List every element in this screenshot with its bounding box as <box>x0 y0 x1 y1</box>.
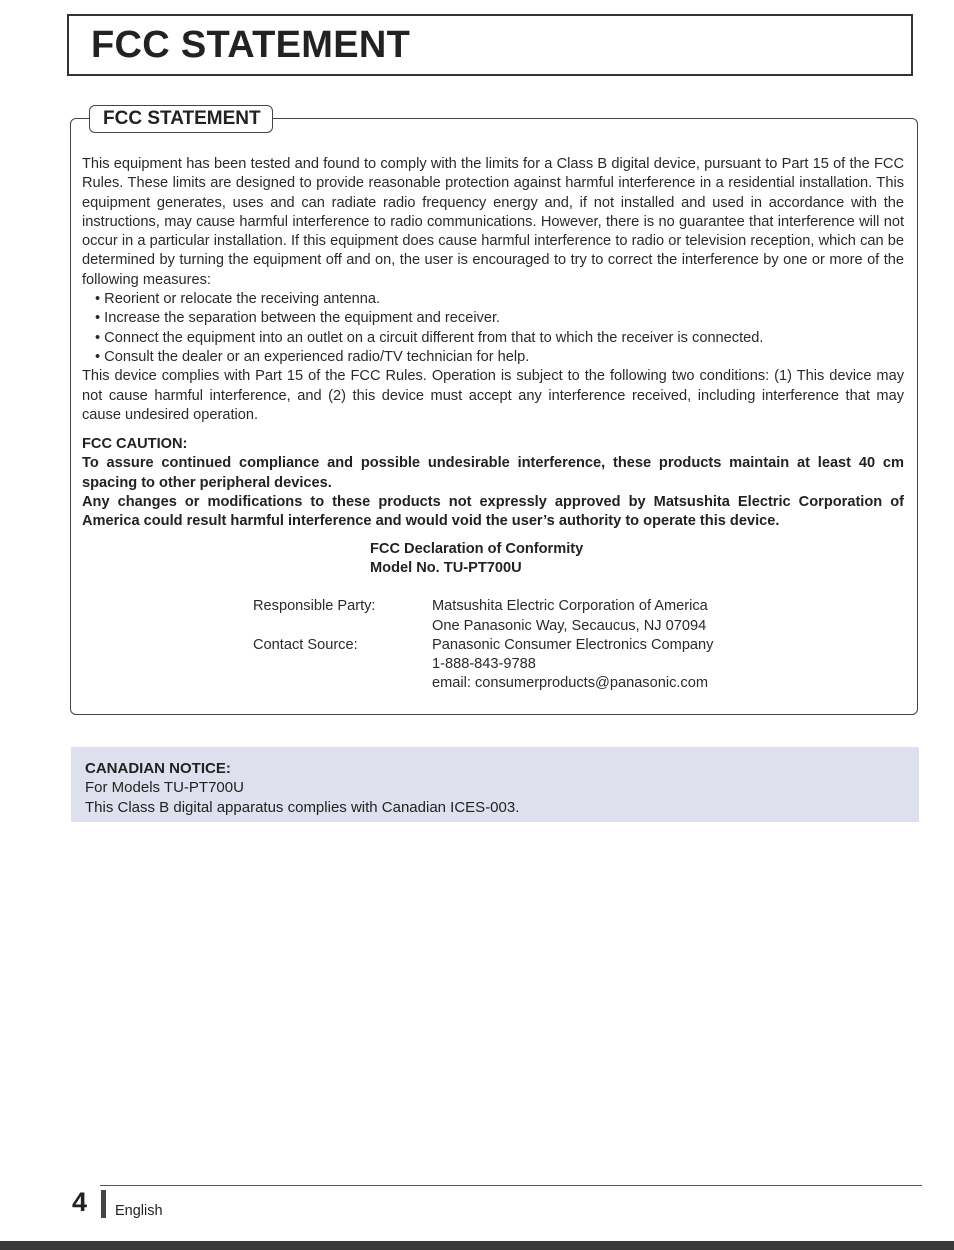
measure-item: • Connect the equipment into an outlet on a circuit different from that to which the receiver is connected. <box>95 329 904 348</box>
page-number-bar <box>101 1190 106 1218</box>
declaration-of-conformity <box>370 540 904 579</box>
declaration-title: FCC Declaration of Conformity <box>370 540 584 557</box>
contact-source-label: Contact Source: <box>253 636 358 653</box>
fcc-caution-spacing: To assure continued compliance and possible undesirable interference, these products maintain at least 40 cm spacing to other peripheral devices. <box>82 455 904 491</box>
measure-item: • Increase the separation between the equipment and receiver. <box>95 309 904 328</box>
canadian-notice-models: For Models TU-PT700U <box>85 779 244 797</box>
model-number: Model No. TU-PT700U <box>370 559 522 576</box>
contact-source-line: 1-888-843-9788 <box>432 656 536 673</box>
footer-rule <box>100 1185 922 1186</box>
measure-item: • Consult the dealer or an experienced radio/TV technician for help. <box>95 348 904 367</box>
page-title: FCC STATEMENT <box>91 24 411 66</box>
footer-language: English <box>115 1203 163 1219</box>
contact-source-value <box>432 636 713 694</box>
measures-list <box>82 290 904 367</box>
canadian-notice-statement: This Class B digital apparatus complies with Canadian ICES-003. <box>85 798 520 816</box>
responsible-party-line: One Panasonic Way, Secaucus, NJ 07094 <box>432 617 707 634</box>
responsible-party-label: Responsible Party: <box>253 598 376 615</box>
contact-table <box>253 597 713 693</box>
contact-source-email: email: consumerproducts@panasonic.com <box>432 675 709 692</box>
page-title-box <box>67 14 913 76</box>
contact-source-line: Panasonic Consumer Electronics Company <box>432 636 714 653</box>
fcc-statement-label: FCC STATEMENT <box>89 105 273 133</box>
canadian-notice-heading: CANADIAN NOTICE: <box>85 760 231 777</box>
fcc-caution-changes: Any changes or modifications to these products not expressly approved by Matsushita Electric Corporation of America could result harmful interference and would void the user’s authority to operate this device. <box>82 494 904 530</box>
canadian-notice-box <box>71 747 919 822</box>
responsible-party-line: Matsushita Electric Corporation of America <box>432 598 708 615</box>
responsible-party-value <box>432 597 713 636</box>
compliance-paragraph: This device complies with Part 15 of the FCC Rules. Operation is subject to the following two conditions: (1) This device may not cause harmful interference, and (2) this device must accept any interference received, including interference that may cause undesired operation. <box>82 368 904 423</box>
page-number: 4 <box>72 1187 88 1217</box>
measure-item: • Reorient or relocate the receiving antenna. <box>95 290 904 309</box>
fcc-statement-content <box>82 155 904 694</box>
fcc-intro-paragraph: This equipment has been tested and found to comply with the limits for a Class B digital device, pursuant to Part 15 of the FCC Rules. These limits are designed to provide reasonable protection against harmful interference in a residential installation. This equipment generates, uses and can radiate radio frequency energy and, if not installed and used in accordance with the instructions, may cause harmful interference to radio communications. However, there is no guarantee that interference will not occur in a particular installation. If this equipment does cause harmful interference to radio or television reception, which can be determined by turning the equipment off and on, the user is encouraged to try to correct the interference by one or more of the following measures: <box>82 156 904 288</box>
scan-edge-strip <box>0 1241 954 1250</box>
fcc-caution-title: FCC CAUTION: <box>82 436 188 453</box>
contact-source-row <box>253 636 713 694</box>
responsible-party-row <box>253 597 713 636</box>
